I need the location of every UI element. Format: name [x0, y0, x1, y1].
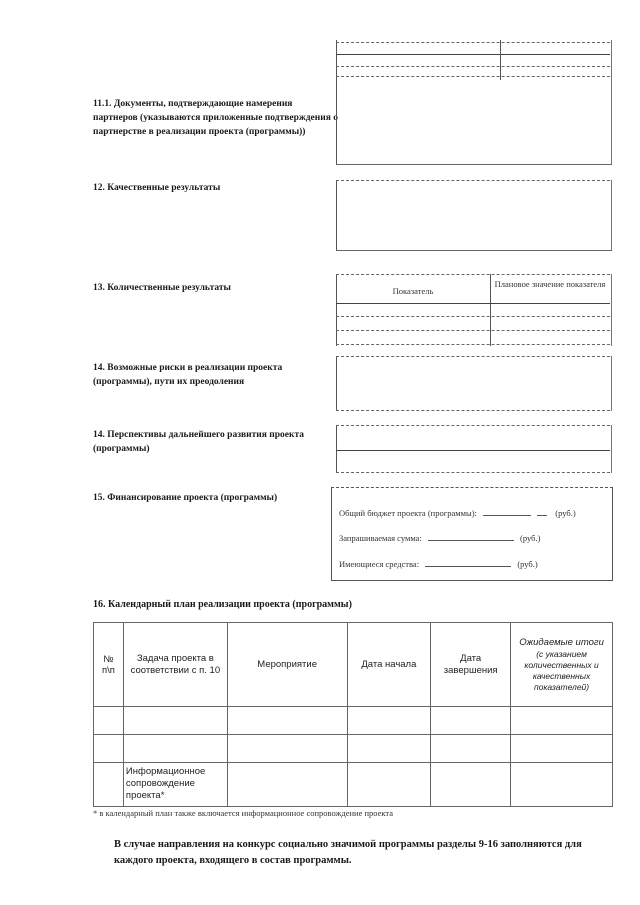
divider — [336, 42, 610, 43]
col-num: № п\п — [94, 623, 124, 707]
budget-total-label: Общий бюджет проекта (программы): — [339, 508, 477, 518]
table-cell[interactable] — [431, 763, 511, 807]
quant-row[interactable] — [336, 330, 610, 331]
footnote: * в календарный план также включается информационное сопровождение проекта — [93, 808, 394, 818]
quant-row[interactable] — [336, 316, 610, 317]
budget-total-input-end — [537, 506, 547, 516]
table-cell[interactable] — [347, 735, 431, 763]
section-14-risks-label: 14. Возможные риски в реализации проекта (программы), пути их преодоления — [93, 363, 283, 387]
table-cell[interactable] — [431, 707, 511, 735]
col-results — [511, 623, 613, 707]
budget-own-input[interactable] — [425, 557, 511, 567]
col-end: Дата завершения — [431, 623, 511, 707]
budget-requested-label: Запрашиваемая сумма: — [339, 533, 422, 543]
table-cell[interactable] — [431, 735, 511, 763]
divider — [490, 274, 491, 346]
table-cell[interactable] — [227, 735, 347, 763]
closing-note: В случае направления на конкурс социально значимой программы разделы 9-16 заполняются для каждого проекта, входящего в состав программы. — [114, 839, 582, 866]
table-cell[interactable] — [94, 763, 124, 807]
divider — [336, 425, 610, 426]
info-support-task: Информационное сопровождение проекта* — [123, 763, 227, 807]
section-16-label: 16. Календарный план реализации проекта (программы) — [93, 599, 352, 610]
col-results-title: Ожидаемые итоги — [519, 636, 604, 648]
table-cell[interactable] — [94, 735, 124, 763]
budget-total-input[interactable] — [483, 506, 531, 516]
budget-total-unit: (руб.) — [555, 508, 576, 518]
divider — [336, 274, 610, 275]
table-row — [94, 763, 613, 807]
divider — [336, 356, 610, 357]
divider — [336, 472, 610, 473]
divider — [336, 76, 610, 77]
table-cell[interactable] — [347, 763, 431, 807]
divider — [336, 450, 610, 451]
col-task: Задача проекта в соответствии с п. 10 — [123, 623, 227, 707]
divider — [336, 54, 610, 55]
table-cell[interactable] — [123, 707, 227, 735]
calendar-header-row — [94, 623, 613, 707]
col-event: Мероприятие — [227, 623, 347, 707]
table-row — [94, 707, 613, 735]
budget-own-row — [339, 557, 538, 569]
section-11-1-label: 11.1. Документы, подтверждающие намерения партнеров (указываются приложенные подтверждения о партнерстве в реализации проекта (программы)) — [93, 99, 338, 137]
quant-col-indicator: Показатель — [392, 286, 434, 296]
section-14-perspectives-box[interactable] — [336, 425, 612, 473]
budget-requested-input[interactable] — [428, 531, 514, 541]
table-cell[interactable] — [347, 707, 431, 735]
calendar-table — [93, 622, 613, 807]
budget-requested-unit: (руб.) — [520, 533, 541, 543]
col-results-note: (с указанием количественных и качественных показателей) — [524, 648, 599, 692]
section-15-label: 15. Финансирование проекта (программы) — [93, 493, 278, 503]
table-cell[interactable] — [511, 735, 613, 763]
col-start: Дата начала — [347, 623, 431, 707]
table-cell[interactable] — [123, 735, 227, 763]
table-cell[interactable] — [511, 763, 613, 807]
table-cell[interactable] — [511, 707, 613, 735]
section-11-1-box[interactable] — [336, 40, 612, 165]
divider — [336, 303, 610, 304]
divider — [336, 180, 610, 181]
table-cell[interactable] — [94, 707, 124, 735]
quant-row[interactable] — [336, 344, 610, 345]
section-14-risks-box[interactable] — [336, 356, 612, 411]
table-row — [94, 735, 613, 763]
divider — [500, 40, 501, 80]
budget-own-unit: (руб.) — [517, 559, 538, 569]
section-14-perspectives-label: 14. Перспективы дальнейшего развития проекта (программы) — [93, 430, 305, 454]
quant-col-planned: Плановое значение показателя — [494, 279, 606, 289]
budget-requested-row — [339, 531, 540, 543]
budget-total-row — [339, 506, 576, 518]
section-12-box[interactable] — [336, 180, 612, 251]
divider — [336, 66, 610, 67]
divider — [336, 410, 610, 411]
budget-own-label: Имеющиеся средства: — [339, 559, 420, 569]
table-cell[interactable] — [227, 707, 347, 735]
section-12-label: 12. Качественные результаты — [93, 183, 221, 193]
section-13-label: 13. Количественные результаты — [93, 283, 231, 293]
table-cell[interactable] — [227, 763, 347, 807]
